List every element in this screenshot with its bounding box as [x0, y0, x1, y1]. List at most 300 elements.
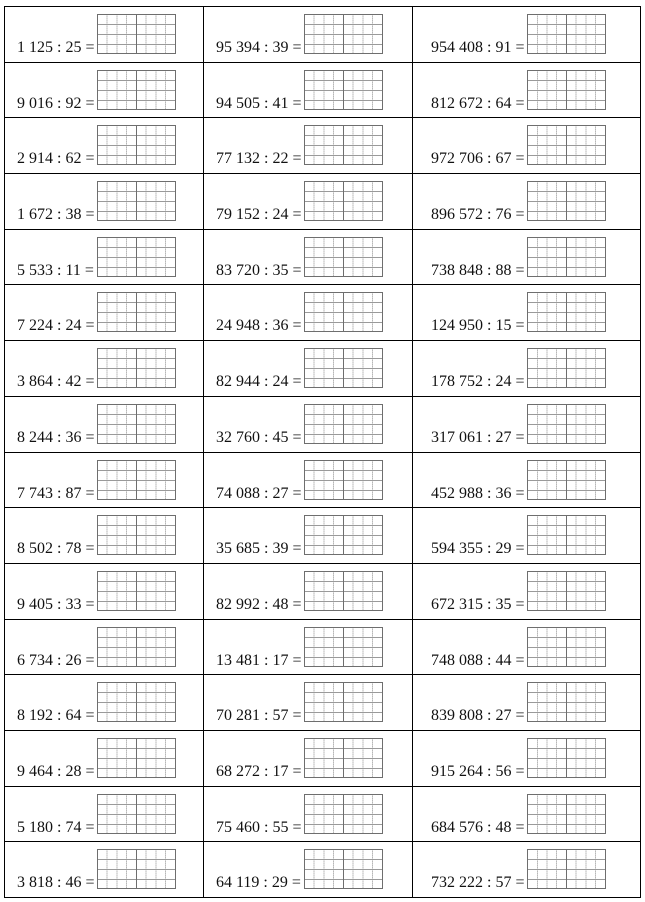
divisor: 92 [65, 94, 82, 112]
answer-grid-half-left[interactable] [98, 461, 136, 499]
dividend: 7 743 [17, 484, 53, 502]
answer-grid-box[interactable] [304, 14, 383, 54]
dividend: 24 948 [216, 317, 260, 335]
answer-grid-box[interactable] [304, 460, 383, 500]
division-expression [17, 764, 97, 780]
answer-grid-box[interactable] [304, 70, 383, 110]
divisor: 64 [495, 94, 512, 112]
divisor: 27 [495, 428, 512, 446]
answer-grid-box[interactable] [527, 627, 606, 667]
division-problem [204, 456, 412, 500]
answer-grid-half-right[interactable] [343, 349, 382, 387]
answer-grid-half-left[interactable] [98, 71, 136, 109]
answer-grid-box[interactable] [97, 70, 176, 110]
division-operator: : [487, 373, 492, 391]
answer-grid-half-right[interactable] [136, 628, 175, 666]
division-problem [204, 511, 412, 558]
dividend: 452 988 [431, 484, 483, 502]
dividend: 13 481 [216, 651, 260, 669]
answer-grid-box[interactable] [97, 348, 176, 388]
divisor: 15 [495, 317, 512, 335]
answer-grid-box[interactable] [304, 627, 383, 667]
answer-grid-box[interactable] [304, 849, 383, 889]
answer-grid-half-right[interactable] [566, 71, 605, 109]
equals-sign: = [292, 261, 302, 279]
answer-grid-box[interactable] [304, 682, 383, 722]
dividend: 748 088 [431, 651, 483, 669]
answer-grid-half-left[interactable] [528, 850, 566, 888]
division-problem [413, 400, 640, 444]
answer-grid-box[interactable] [97, 571, 176, 611]
problem-cell [413, 619, 641, 675]
answer-grid-half-left[interactable] [98, 405, 136, 443]
answer-grid-box[interactable] [97, 292, 176, 332]
answer-grid-half-right[interactable] [566, 850, 605, 888]
equals-sign: = [85, 540, 95, 558]
answer-grid-half-right[interactable] [343, 15, 382, 53]
dividend: 35 685 [216, 540, 260, 558]
answer-grid-box[interactable] [304, 404, 383, 444]
equals-sign: = [292, 818, 302, 836]
answer-grid-half-left[interactable] [98, 572, 136, 610]
answer-grid-box[interactable] [97, 849, 176, 889]
answer-grid-half-right[interactable] [343, 126, 382, 164]
division-operator: : [57, 818, 62, 836]
answer-grid-half-left[interactable] [98, 238, 136, 276]
answer-grid-box[interactable] [97, 14, 176, 54]
answer-grid-half-right[interactable] [136, 795, 175, 833]
problem-cell [204, 563, 413, 619]
answer-grid-half-right[interactable] [136, 182, 175, 220]
answer-grid-half-left[interactable] [98, 628, 136, 666]
answer-grid-half-left[interactable] [98, 739, 136, 777]
answer-grid-half-right[interactable] [136, 850, 175, 888]
answer-grid-box[interactable] [304, 794, 383, 834]
problem-cell [413, 675, 641, 731]
equals-sign: = [292, 707, 302, 725]
division-problem [413, 623, 640, 667]
answer-grid-half-left[interactable] [528, 795, 566, 833]
answer-grid-half-left[interactable] [528, 71, 566, 109]
division-problem [5, 121, 203, 168]
answer-grid-half-right[interactable] [343, 71, 382, 109]
equals-sign: = [515, 150, 525, 168]
division-operator: : [264, 707, 269, 725]
answer-grid-half-left[interactable] [528, 349, 566, 387]
division-operator: : [487, 317, 492, 335]
answer-grid-half-left[interactable] [305, 461, 343, 499]
answer-grid-box[interactable] [97, 794, 176, 834]
division-problem [5, 623, 203, 667]
equals-sign: = [292, 428, 302, 446]
answer-grid-half-left[interactable] [528, 15, 566, 53]
answer-grid-box[interactable] [527, 292, 606, 332]
division-operator: : [487, 484, 492, 502]
answer-grid-half-left[interactable] [305, 15, 343, 53]
answer-grid-box[interactable] [527, 849, 606, 889]
division-problem [204, 845, 412, 892]
division-problem [204, 623, 412, 667]
answer-grid-half-right[interactable] [136, 683, 175, 721]
divisor: 45 [272, 428, 289, 446]
answer-grid-half-left[interactable] [305, 739, 343, 777]
division-problem [5, 344, 203, 391]
dividend: 77 132 [216, 150, 260, 168]
answer-grid-half-left[interactable] [528, 126, 566, 164]
division-expression [17, 541, 97, 557]
answer-grid-half-left[interactable] [305, 572, 343, 610]
equals-sign: = [292, 484, 302, 502]
dividend: 1 672 [17, 206, 53, 224]
dividend: 75 460 [216, 818, 260, 836]
answer-grid-half-left[interactable] [305, 683, 343, 721]
divisor: 67 [495, 150, 512, 168]
division-expression [17, 96, 97, 112]
division-expression [17, 597, 97, 613]
divisor: 41 [272, 94, 289, 112]
equals-sign: = [292, 373, 302, 391]
answer-grid-half-left[interactable] [305, 850, 343, 888]
division-problem [204, 177, 412, 224]
answer-grid-half-left[interactable] [98, 850, 136, 888]
divisor: 26 [65, 651, 82, 669]
division-expression [17, 708, 97, 724]
division-expression [431, 318, 527, 334]
equals-sign: = [292, 595, 302, 613]
answer-grid-half-left[interactable] [98, 516, 136, 554]
division-problem [413, 10, 640, 54]
division-operator: : [264, 150, 269, 168]
answer-grid-half-right[interactable] [566, 126, 605, 164]
division-problem [413, 344, 640, 391]
division-expression [431, 597, 527, 613]
answer-grid-box[interactable] [97, 404, 176, 444]
answer-grid-half-right[interactable] [566, 572, 605, 610]
division-problem [413, 121, 640, 168]
equals-sign: = [291, 874, 301, 892]
equals-sign: = [292, 150, 302, 168]
division-operator: : [487, 39, 492, 56]
answer-grid-box[interactable] [527, 125, 606, 165]
division-operator: : [264, 484, 269, 502]
answer-grid-half-left[interactable] [305, 516, 343, 554]
answer-grid-box[interactable] [527, 460, 606, 500]
equals-sign: = [515, 707, 525, 725]
answer-grid-half-right[interactable] [343, 795, 382, 833]
answer-grid-box[interactable] [97, 682, 176, 722]
answer-grid-half-right[interactable] [566, 349, 605, 387]
answer-grid-half-left[interactable] [528, 182, 566, 220]
answer-grid-box[interactable] [527, 515, 606, 555]
division-expression [431, 207, 527, 223]
answer-grid-half-right[interactable] [136, 739, 175, 777]
division-expression [216, 764, 304, 780]
problem-row [5, 452, 641, 508]
answer-grid-half-left[interactable] [528, 461, 566, 499]
problem-cell [204, 452, 413, 508]
answer-grid-half-left[interactable] [528, 683, 566, 721]
problem-cell [5, 619, 204, 675]
answer-grid-half-right[interactable] [343, 405, 382, 443]
division-expression [431, 820, 527, 836]
division-problem [5, 511, 203, 558]
answer-grid-box[interactable] [527, 738, 606, 778]
answer-grid-half-right[interactable] [343, 739, 382, 777]
answer-grid-half-right[interactable] [566, 15, 605, 53]
answer-grid-half-right[interactable] [343, 850, 382, 888]
division-problem [204, 344, 412, 391]
division-problem [5, 400, 203, 444]
division-problem [5, 10, 203, 54]
answer-grid-half-right[interactable] [343, 628, 382, 666]
divisor: 76 [495, 206, 512, 224]
division-operator: : [57, 707, 62, 725]
answer-grid-box[interactable] [97, 181, 176, 221]
division-problem [204, 121, 412, 168]
answer-grid-half-right[interactable] [343, 293, 382, 331]
answer-grid-half-left[interactable] [305, 628, 343, 666]
problem-cell [204, 786, 413, 842]
answer-grid-half-left[interactable] [98, 683, 136, 721]
divisor: 11 [65, 261, 81, 279]
answer-grid-half-left[interactable] [98, 15, 136, 53]
answer-grid-box[interactable] [527, 682, 606, 722]
problem-cell [5, 341, 204, 397]
answer-grid-half-right[interactable] [136, 461, 175, 499]
equals-sign: = [515, 540, 525, 558]
answer-grid-box[interactable] [527, 181, 606, 221]
answer-grid-half-left[interactable] [305, 293, 343, 331]
division-operator: : [57, 762, 62, 780]
answer-grid-half-right[interactable] [343, 182, 382, 220]
answer-grid-half-right[interactable] [566, 405, 605, 443]
answer-grid-half-right[interactable] [136, 516, 175, 554]
dividend: 2 914 [17, 150, 53, 168]
division-operator: : [264, 261, 269, 279]
answer-grid-half-left[interactable] [305, 349, 343, 387]
answer-grid-half-right[interactable] [136, 15, 175, 53]
division-expression [17, 875, 97, 891]
division-worksheet-table [4, 6, 641, 898]
problem-row [5, 508, 641, 564]
dividend: 3 864 [17, 373, 53, 391]
answer-grid-half-right[interactable] [343, 516, 382, 554]
equals-sign: = [85, 595, 95, 613]
answer-grid-half-left[interactable] [305, 238, 343, 276]
answer-grid-half-left[interactable] [305, 405, 343, 443]
answer-grid-box[interactable] [304, 571, 383, 611]
division-operator: : [264, 317, 269, 335]
answer-grid-half-right[interactable] [136, 71, 175, 109]
division-operator: : [264, 373, 269, 391]
answer-grid-box[interactable] [304, 515, 383, 555]
answer-grid-half-right[interactable] [136, 126, 175, 164]
divisor: 39 [272, 540, 289, 558]
dividend: 95 394 [216, 39, 260, 56]
answer-grid-half-right[interactable] [343, 461, 382, 499]
division-operator: : [57, 540, 62, 558]
answer-grid-half-right[interactable] [136, 405, 175, 443]
answer-grid-box[interactable] [97, 738, 176, 778]
division-problem [204, 734, 412, 778]
problem-cell [5, 563, 204, 619]
answer-grid-box[interactable] [97, 460, 176, 500]
answer-grid-box[interactable] [527, 14, 606, 54]
answer-grid-half-left[interactable] [528, 739, 566, 777]
answer-grid-box[interactable] [97, 627, 176, 667]
division-operator: : [264, 428, 269, 446]
answer-grid-half-right[interactable] [343, 683, 382, 721]
dividend: 79 152 [216, 206, 260, 224]
division-operator: : [264, 651, 269, 669]
division-expression [216, 597, 304, 613]
equals-sign: = [515, 373, 525, 391]
division-problem [413, 845, 640, 892]
division-expression [216, 486, 304, 502]
problem-row [5, 842, 641, 898]
dividend: 70 281 [216, 707, 260, 725]
answer-grid-half-right[interactable] [136, 572, 175, 610]
answer-grid-box[interactable] [527, 237, 606, 277]
problem-row [5, 786, 641, 842]
division-expression [216, 263, 304, 279]
answer-grid-half-right[interactable] [343, 238, 382, 276]
division-problem [413, 678, 640, 725]
division-operator: : [57, 317, 62, 335]
equals-sign: = [292, 94, 302, 112]
dividend: 8 244 [17, 428, 53, 446]
answer-grid-box[interactable] [304, 738, 383, 778]
division-problem [204, 678, 412, 725]
answer-grid-half-right[interactable] [566, 516, 605, 554]
answer-grid-box[interactable] [304, 348, 383, 388]
answer-grid-box[interactable] [304, 237, 383, 277]
division-problem [5, 790, 203, 834]
answer-grid-half-left[interactable] [305, 182, 343, 220]
answer-grid-box[interactable] [97, 125, 176, 165]
answer-grid-half-left[interactable] [305, 71, 343, 109]
divisor: 74 [65, 818, 82, 836]
answer-grid-box[interactable] [527, 794, 606, 834]
dividend: 8 502 [17, 540, 53, 558]
answer-grid-half-right[interactable] [136, 293, 175, 331]
divisor: 91 [495, 39, 512, 56]
answer-grid-half-right[interactable] [566, 683, 605, 721]
division-expression [431, 40, 527, 56]
equals-sign: = [515, 762, 525, 780]
problem-cell [413, 7, 641, 63]
answer-grid-half-right[interactable] [566, 628, 605, 666]
answer-grid-half-left[interactable] [528, 572, 566, 610]
equals-sign: = [292, 317, 302, 335]
dividend: 915 264 [431, 762, 483, 780]
answer-grid-half-right[interactable] [566, 182, 605, 220]
answer-grid-half-right[interactable] [566, 795, 605, 833]
problem-row [5, 619, 641, 675]
answer-grid-half-right[interactable] [566, 461, 605, 499]
problem-cell [204, 842, 413, 898]
answer-grid-half-right[interactable] [343, 572, 382, 610]
dividend: 672 315 [431, 595, 483, 613]
answer-grid-half-right[interactable] [136, 349, 175, 387]
answer-grid-box[interactable] [97, 515, 176, 555]
equals-sign: = [85, 373, 95, 391]
answer-grid-half-left[interactable] [528, 405, 566, 443]
answer-grid-half-left[interactable] [98, 126, 136, 164]
answer-grid-half-left[interactable] [305, 126, 343, 164]
answer-grid-box[interactable] [527, 348, 606, 388]
dividend: 1 125 [17, 39, 53, 56]
answer-grid-half-left[interactable] [98, 795, 136, 833]
division-expression [216, 207, 304, 223]
dividend: 94 505 [216, 94, 260, 112]
problem-cell [413, 730, 641, 786]
equals-sign: = [515, 651, 525, 669]
problem-cell [413, 62, 641, 118]
answer-grid-half-right[interactable] [566, 739, 605, 777]
division-expression [216, 96, 304, 112]
division-problem [5, 734, 203, 778]
problem-cell [204, 229, 413, 285]
answer-grid-half-left[interactable] [98, 293, 136, 331]
divisor: 27 [495, 707, 512, 725]
division-expression [431, 486, 527, 502]
problem-cell [5, 396, 204, 452]
answer-grid-half-left[interactable] [528, 628, 566, 666]
divisor: 88 [495, 261, 512, 279]
answer-grid-box[interactable] [304, 181, 383, 221]
division-expression [216, 374, 304, 390]
answer-grid-half-left[interactable] [528, 516, 566, 554]
problem-row [5, 62, 641, 118]
answer-grid-half-right[interactable] [566, 293, 605, 331]
division-problem [5, 678, 203, 725]
problem-cell [413, 229, 641, 285]
problem-cell [5, 62, 204, 118]
answer-grid-box[interactable] [527, 404, 606, 444]
dividend: 68 272 [216, 762, 260, 780]
answer-grid-half-left[interactable] [98, 349, 136, 387]
dividend: 317 061 [431, 428, 483, 446]
answer-grid-half-right[interactable] [566, 238, 605, 276]
equals-sign: = [85, 762, 95, 780]
problem-cell [5, 508, 204, 564]
dividend: 839 808 [431, 707, 483, 725]
division-problem [5, 177, 203, 224]
division-expression [431, 541, 527, 557]
answer-grid-half-right[interactable] [136, 238, 175, 276]
answer-grid-box[interactable] [304, 125, 383, 165]
divisor: 36 [65, 428, 82, 446]
answer-grid-half-left[interactable] [528, 293, 566, 331]
problem-cell [5, 842, 204, 898]
division-problem [5, 456, 203, 500]
answer-grid-half-left[interactable] [98, 182, 136, 220]
dividend: 3 818 [17, 874, 53, 892]
answer-grid-box[interactable] [97, 237, 176, 277]
divisor: 33 [65, 595, 82, 613]
answer-grid-box[interactable] [304, 292, 383, 332]
dividend: 738 848 [431, 261, 483, 279]
answer-grid-half-left[interactable] [305, 795, 343, 833]
answer-grid-box[interactable] [527, 571, 606, 611]
problem-row [5, 174, 641, 230]
answer-grid-box[interactable] [527, 70, 606, 110]
division-operator: : [487, 94, 492, 112]
answer-grid-half-left[interactable] [528, 238, 566, 276]
dividend: 732 222 [431, 874, 483, 892]
problem-row [5, 675, 641, 731]
